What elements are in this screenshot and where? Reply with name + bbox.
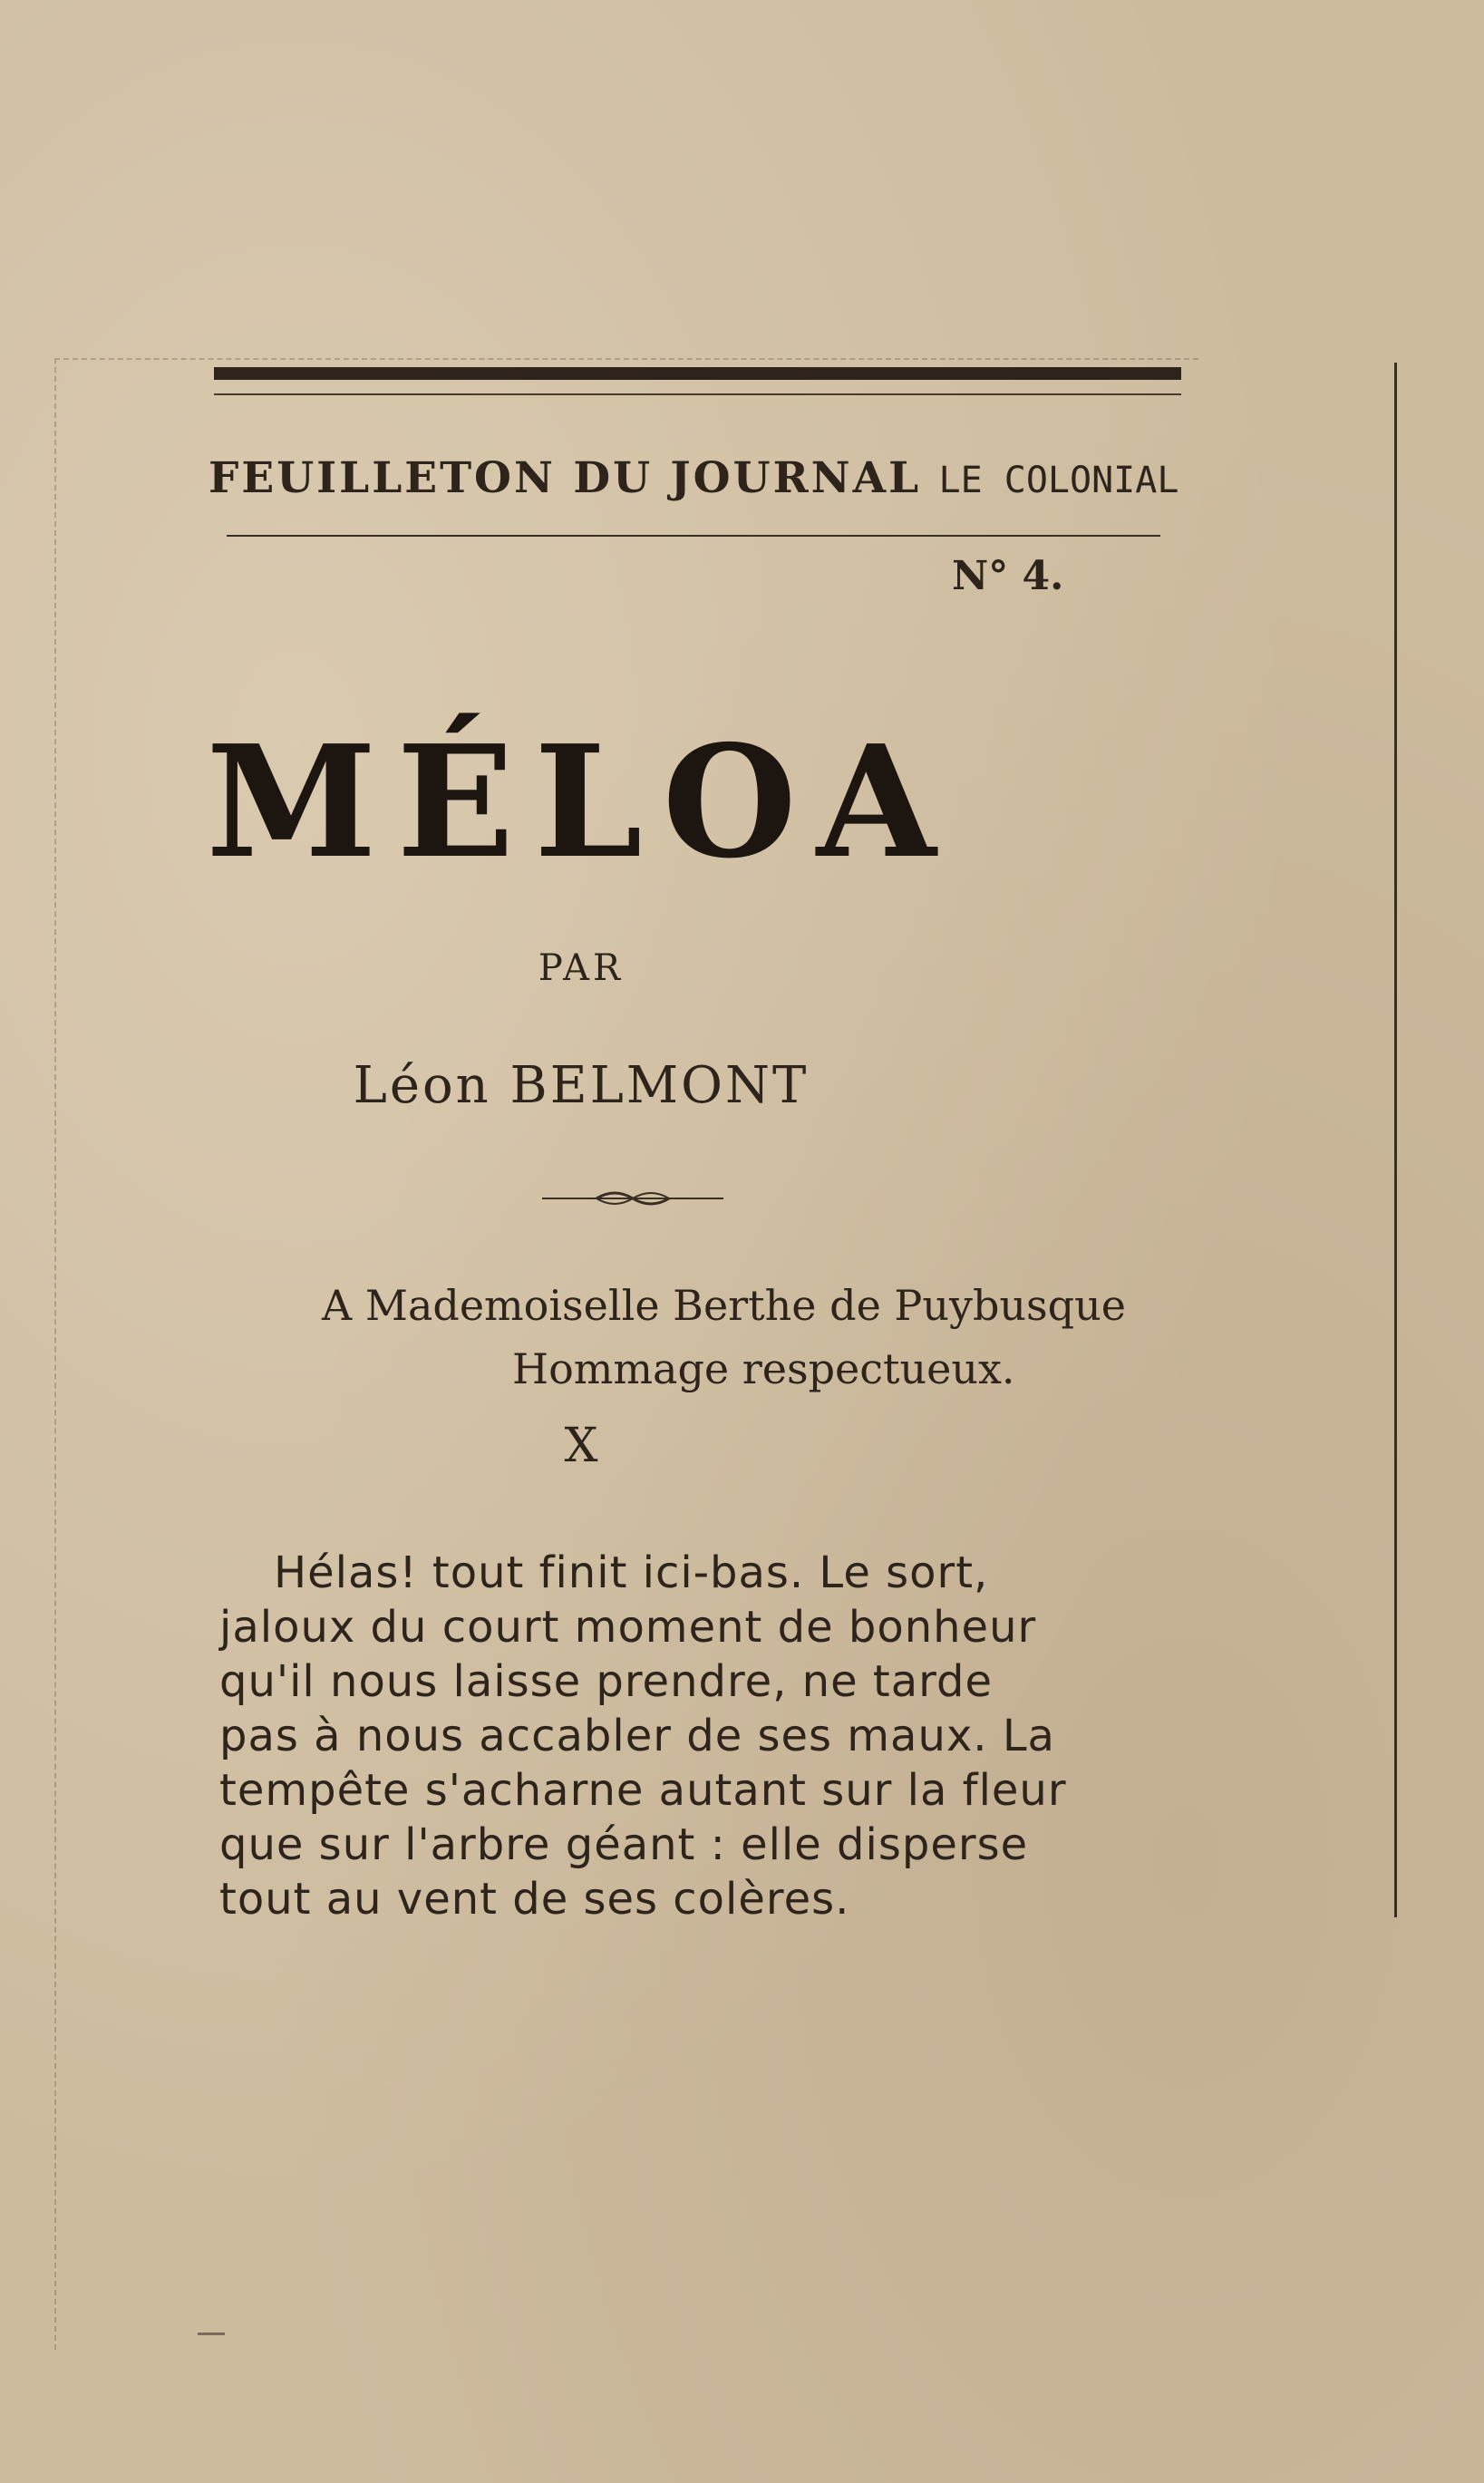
- dedication: [322, 1274, 1228, 1401]
- byline-author: Léon BELMONT: [353, 1056, 810, 1115]
- top-thick-rule: [214, 367, 1181, 380]
- dedication-line-2: Hommage respectueux.: [512, 1344, 1015, 1393]
- masthead: [209, 453, 1189, 503]
- byline-par: PAR: [538, 947, 625, 989]
- body-line: Hélas! tout finit ici-bas. Le sort,: [274, 1547, 989, 1598]
- masthead-rule: [227, 535, 1160, 537]
- body-line: pas à nous accabler de ses maux. La: [219, 1711, 1055, 1761]
- masthead-paper-name: LE COLONIAL: [938, 460, 1179, 501]
- ornament-divider-icon: [542, 1188, 723, 1209]
- body-line: jaloux du court moment de bonheur: [219, 1602, 1037, 1653]
- top-thin-rule: [214, 393, 1181, 395]
- scan-mark: [198, 2333, 225, 2335]
- newspaper-clipping: [206, 363, 1189, 1931]
- story-title: MÉLOA: [206, 712, 956, 893]
- body-line: qu'il nous laisse prendre, ne tarde: [219, 1656, 994, 1707]
- chapter-number: X: [564, 1419, 598, 1473]
- body-line: que sur l'arbre géant : elle disperse: [219, 1819, 1029, 1870]
- body-line: tout au vent de ses colères.: [219, 1874, 850, 1925]
- masthead-prefix: FEUILLETON DU JOURNAL: [209, 453, 922, 503]
- dedication-line-1: A Mademoiselle Berthe de Puybusque: [322, 1281, 1126, 1330]
- body-paragraph: [219, 1546, 1180, 1926]
- right-margin-rule: [1394, 363, 1397, 1917]
- body-line: tempête s'acharne autant sur la fleur: [219, 1765, 1067, 1816]
- issue-number: N° 4.: [952, 553, 1064, 599]
